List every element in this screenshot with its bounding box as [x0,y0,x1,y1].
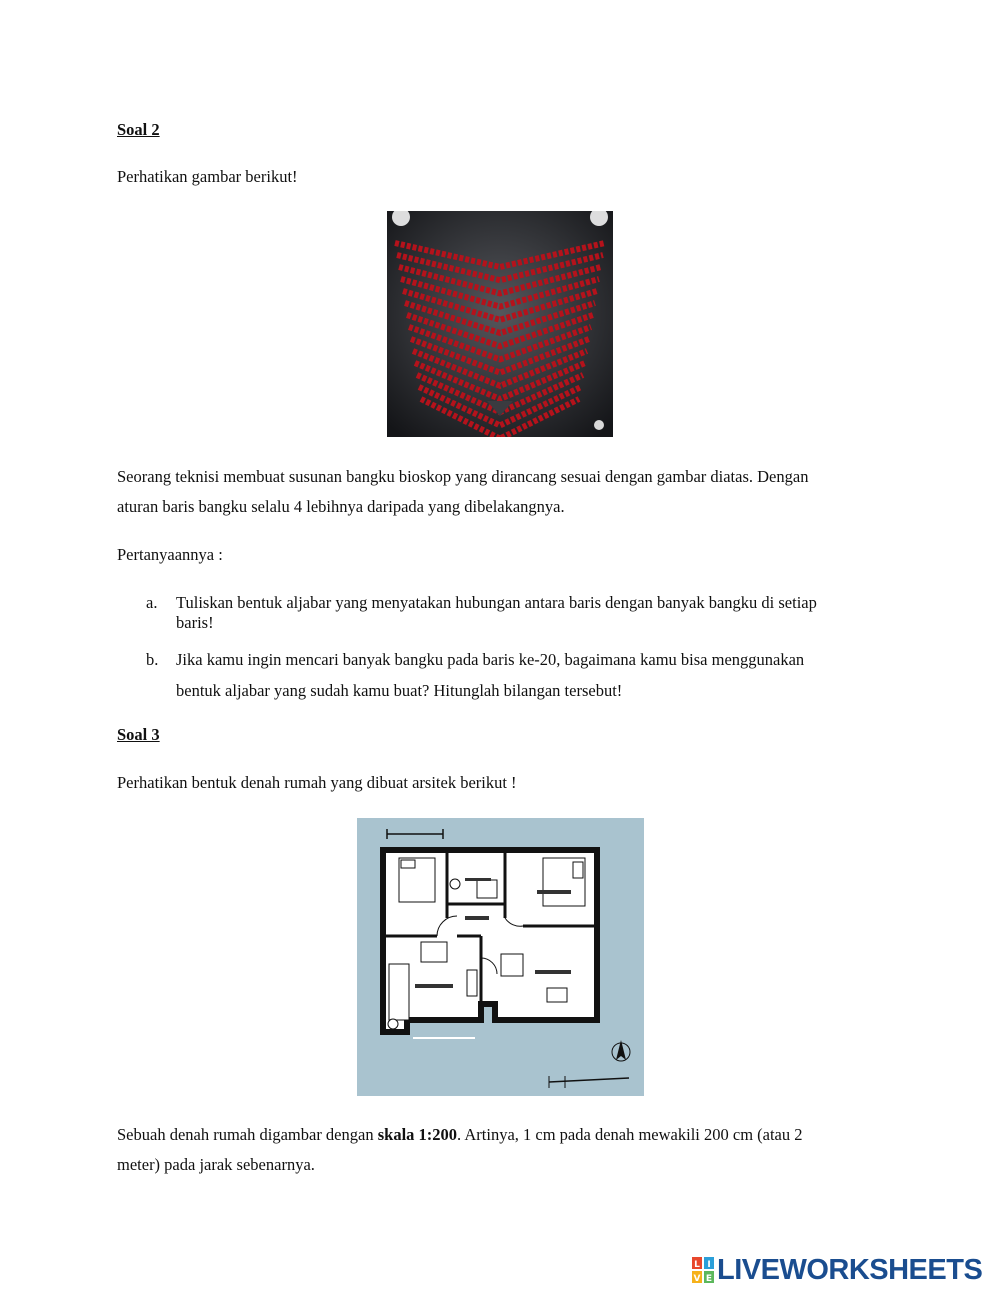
liveworksheets-logo [692,1255,982,1285]
scale-text-post: . Artinya, 1 cm pada denah mewakili 200 cm (atau 2 [457,1125,803,1144]
cinema-seats-image [387,211,613,437]
logo-text: LIVEWORKSHEETS [717,1254,983,1286]
mark-letter-4: E [705,1274,713,1283]
item-b-marker: b. [146,650,159,669]
scale-text-pre: Sebuah denah rumah digambar dengan [117,1125,378,1144]
soal-2-intro: Perhatikan gambar berikut! [117,167,298,186]
mark-letter-2: I [707,1260,711,1270]
question-label: Pertanyaannya : [117,545,223,564]
item-b-line-1: Jika kamu ingin mencari banyak bangku pada baris ke-20, bagaimana kamu bisa menggunakan [176,650,805,669]
soal-2-paragraph-line-1: Seorang teknisi membuat susunan bangku bioskop yang dirancang sesuai dengan gambar diatas. Dengan [117,467,809,486]
mark-letter-1: L [694,1260,700,1270]
soal-3-intro: Perhatikan bentuk denah rumah yang dibuat arsitek berikut ! [117,773,517,792]
soal-3-heading: Soal 3 [117,725,160,744]
soal-3-paragraph-line-1 [117,1125,803,1145]
mark-letter-3: V [693,1274,701,1283]
scale-text-bold: skala 1:200 [377,1125,458,1144]
house-floor-plan-image [357,818,644,1096]
soal-2-paragraph-line-2: aturan baris bangku selalu 4 lebihnya daripada yang dibelakangnya. [117,497,565,516]
item-a-line-1: Tuliskan bentuk aljabar yang menyatakan hubungan antara baris dengan banyak bangku di setiap [176,593,817,612]
soal-3-paragraph-line-2: meter) pada jarak sebenarnya. [117,1155,315,1174]
item-a-line-2: baris! [176,613,214,632]
liveworksheets-mark-icon [692,1257,714,1283]
soal-2-heading: Soal 2 [117,120,160,139]
item-a-marker: a. [146,593,158,612]
item-b-line-2: bentuk aljabar yang sudah kamu buat? Hitunglah bilangan tersebut! [176,681,623,700]
